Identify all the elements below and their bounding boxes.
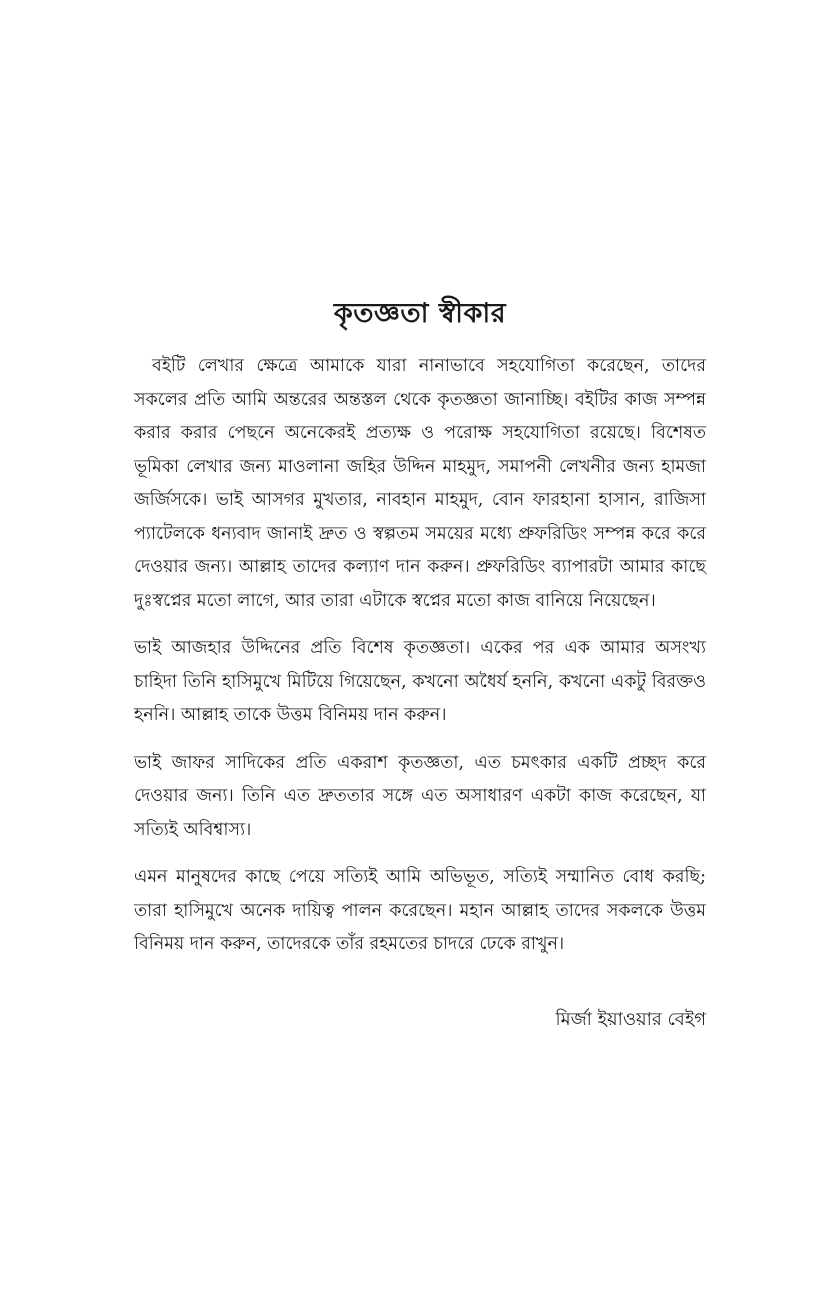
acknowledgement-body: [134, 350, 706, 976]
paragraph-3: ভাই জাফর সাদিকের প্রতি একরাশ কৃতজ্ঞতা, এত চমৎকার একটি প্রচ্ছদ করে দেওয়ার জন্য। তিনি এত দ্রুততার সঙ্গে এত অসাধারণ একটা কাজ করেছেন, যা সত্যিই অবিশ্বাস্য।: [134, 752, 706, 840]
paragraph-2: ভাই আজহার উদ্দিনের প্রতি বিশেষ কৃতজ্ঞতা। একের পর এক আমার অসংখ্য চাহিদা তিনি হাসিমুখে মিটিয়ে গিয়েছেন, কখনো অধৈর্য হননি, কখনো একটু বিরক্তও হননি। আল্লাহ তাকে উত্তম বিনিময় দান করুন।: [134, 638, 706, 725]
paragraph-1: বইটি লেখার ক্ষেত্রে আমাকে যারা নানাভাবে সহযোগিতা করেছেন, তাদের সকলের প্রতি আমি অন্তরের অন্তস্তল থেকে কৃতজ্ঞতা জানাচ্ছি। বইটির কাজ সম্পন্ন করার করার পেছনে অনেকেরই প্রত্যক্ষ ও পরোক্ষ সহযোগিতা রয়েছে। বিশেষত ভূমিকা লেখার জন্য মাওলানা জহির উদ্দিন মাহমুদ, সমাপনী লেখনীর জন্য হামজা জর্জিসকে। ভাই আসগর মুখতার, নাবহান মাহমুদ, বোন ফারহানা হাসান, রাজিসা প্যাটেলকে ধন্যবাদ জানাই দ্রুত ও স্বল্পতম সময়ের মধ্যে প্রুফরিডিং সম্পন্ন করে করে দেওয়ার জন্য। আল্লাহ তাদের কল্যাণ দান করুন। প্রুফরিডিং ব্যাপারটা আমার কাছে দুঃস্বপ্নের মতো লাগে, আর তারা এটাকে স্বপ্নের মতো কাজ বানিয়ে নিয়েছেন।: [134, 356, 706, 611]
page-title: কৃতজ্ঞতা স্বীকার: [333, 298, 507, 330]
paragraph-4: এমন মানুষদের কাছে পেয়ে সত্যিই আমি অভিভূত, সত্যিই সম্মানিত বোধ করছি; তারা হাসিমুখে অনেক দায়িত্ব পালন করেছেন। মহান আল্লাহ তাদের সকলকে উত্তম বিনিময় দান করুন, তাদেরকে তাঁর রহমতের চাদরে ঢেকে রাখুন।: [134, 867, 706, 954]
author-signature: মির্জা ইয়াওয়ার বেইগ: [555, 1009, 706, 1030]
